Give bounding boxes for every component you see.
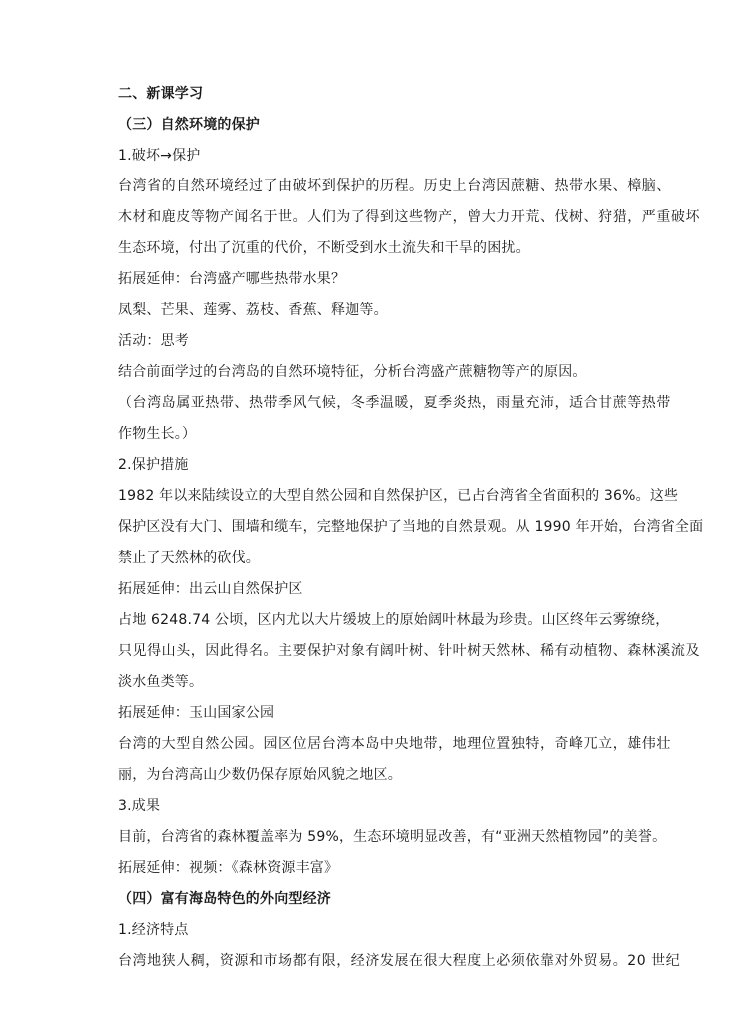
paragraph-line: 占地 6248.74 公顷，区内尤以大片缓坡上的原始阔叶林最为珍贵。山区终年云雾缭绕，: [118, 612, 670, 628]
extension-question: 拓展延伸：台湾盛产哪些热带水果？: [118, 271, 346, 287]
section-heading: 二、新课学习: [118, 86, 204, 102]
paragraph-line: 丽，为台湾高山少数仍保存原始风貌之地区。: [118, 767, 402, 783]
paragraph-line: 台湾省的自然环境经过了由破坏到保护的历程。历史上台湾因蔗糖、热带水果、樟脑、: [118, 178, 671, 194]
activity-label: 活动：思考: [118, 333, 189, 349]
paragraph-line: 木材和鹿皮等物产闻名于世。人们为了得到这些物产，曾大力开荒、伐树、狩猎，严重破坏: [118, 209, 700, 225]
paragraph-line: 凤梨、芒果、莲雾、荔枝、香蕉、释迦等。: [118, 302, 388, 318]
paragraph-line: 保护区没有大门、围墙和缆车，完整地保护了当地的自然景观。从 1990 年开始，台湾省全面: [118, 519, 704, 535]
subsection-heading: （四）富有海岛特色的外向型经济: [118, 891, 331, 907]
paragraph-line: 台湾的大型自然公园。园区位居台湾本岛中央地带，地理位置独特，奇峰兀立，雄伟壮: [118, 736, 671, 752]
paragraph-line: 淡水鱼类等。: [118, 674, 204, 690]
paragraph-line: 台湾地狭人稠，资源和市场都有限，经济发展在很大程度上必须依靠对外贸易。20 世纪: [118, 953, 681, 969]
subsection-heading: （三）自然环境的保护: [118, 117, 260, 133]
item-heading: 3.成果: [118, 798, 161, 814]
item-heading: 1.经济特点: [118, 922, 189, 938]
paragraph-line: 1982 年以来陆续设立的大型自然公园和自然保护区，已占台湾省全省面积的 36%。这些: [118, 488, 679, 504]
item-heading: 1.破坏→保护: [118, 148, 201, 164]
extension-heading: 拓展延伸：玉山国家公园: [118, 705, 275, 721]
paragraph-line: 生态环境，付出了沉重的代价，不断受到水土流失和干旱的困扰。: [118, 240, 530, 256]
paragraph-line: 只见得山头，因此得名。主要保护对象有阔叶树、针叶树天然林、稀有动植物、森林溪流及: [118, 643, 700, 659]
paragraph-line: 目前，台湾省的森林覆盖率为 59%，生态环境明显改善，有“亚洲天然植物园”的美誉。: [118, 829, 667, 845]
answer-line: 作物生长。）: [118, 426, 197, 442]
item-heading: 2.保护措施: [118, 457, 189, 473]
answer-line: （台湾岛属亚热带、热带季风气候，冬季温暖，夏季炎热，雨量充沛，适合甘蔗等热带: [118, 395, 671, 411]
paragraph-line: 禁止了天然林的砍伐。: [118, 550, 260, 566]
extension-heading: 拓展延伸：出云山自然保护区: [118, 581, 303, 597]
paragraph-line: 结合前面学过的台湾岛的自然环境特征，分析台湾盛产蔗糖物等产的原因。: [118, 364, 587, 380]
extension-heading: 拓展延伸：视频：《森林资源丰富》: [118, 860, 339, 876]
